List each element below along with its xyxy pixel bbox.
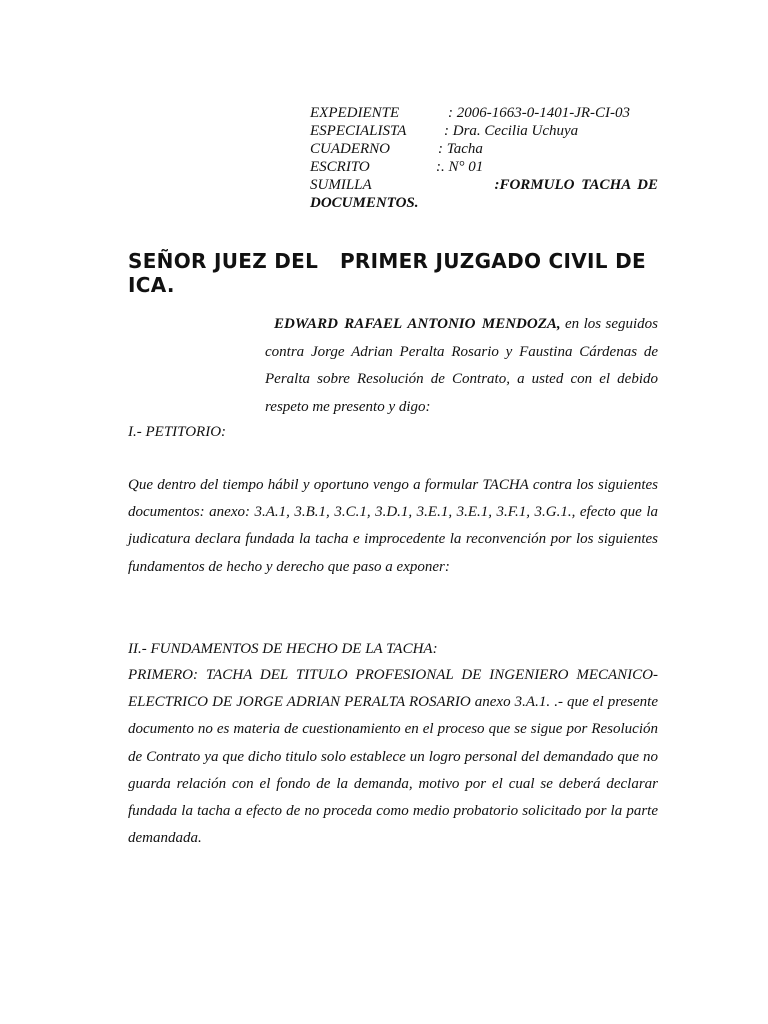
court-title-line-1: SEÑOR JUEZ DEL PRIMER JUZGADO CIVIL DE	[128, 249, 646, 273]
escrito-value: :. N° 01	[436, 159, 484, 175]
expediente-row	[310, 104, 658, 122]
sumilla-label: SUMILLA	[310, 177, 372, 193]
expediente-label: EXPEDIENTE	[310, 105, 400, 121]
especialista-row	[310, 122, 658, 140]
petitorio-text: Que dentro del tiempo hábil y oportuno vengo a formular TACHA contra los siguientes documentos: anexo: 3.A.1, 3.B.1, 3.C.1, 3.D.1, 3.E.1, 3.E.1, 3.F.1, 3.G.1., efecto que la judicatura declara fundada la tacha e improcedente la reconvención por los siguientes fundamentos de hecho y derecho que paso a exponer:	[128, 477, 658, 575]
escrito-label: ESCRITO	[310, 159, 370, 175]
cuaderno-label: CUADERNO	[310, 141, 390, 157]
court-title-line-2: ICA.	[128, 273, 175, 297]
fundamentos-heading: II.- FUNDAMENTOS DE HECHO DE LA TACHA:	[128, 641, 438, 657]
expediente-value: : 2006-1663-0-1401-JR-CI-03	[448, 105, 631, 121]
cuaderno-row	[310, 140, 658, 158]
petitorio-heading: I.- PETITORIO:	[128, 424, 227, 440]
especialista-label: ESPECIALISTA	[310, 123, 407, 139]
case-header	[310, 104, 658, 212]
intro-text: en los seguidos contra Jorge Adrian Peralta Rosario y Faustina Cárdenas de Peralta sobre Resolución de Contrato, a usted con el debido respeto me presento y digo:	[265, 316, 658, 415]
sumilla-continuation: DOCUMENTOS.	[310, 195, 419, 211]
intro-paragraph	[265, 311, 658, 421]
escrito-row	[310, 158, 658, 176]
sumilla-row	[310, 176, 658, 194]
cuaderno-value: : Tacha	[438, 141, 483, 157]
fundamentos-text: PRIMERO: TACHA DEL TITULO PROFESIONAL DE INGENIERO MECANICO-ELECTRICO DE JORGE ADRIAN PERALTA ROSARIO anexo 3.A.1. .- que el presente documento no es materia de cuestionamiento en el proceso que se sigue por Resolución de Contrato ya que dicho titulo solo establece un logro personal del demandado que no guarda relación con el fondo de la demanda, motivo por el cual se deberá declarar fundada la tacha a efecto de no proceda como medio probatorio solicitado por la parte demandada.	[128, 667, 658, 847]
sumilla-value: :FORMULO TACHA DE	[494, 177, 658, 193]
especialista-value: : Dra. Cecilia Uchuya	[444, 123, 579, 139]
court-title	[128, 249, 660, 297]
plaintiff-name: EDWARD RAFAEL ANTONIO MENDOZA,	[274, 316, 561, 332]
